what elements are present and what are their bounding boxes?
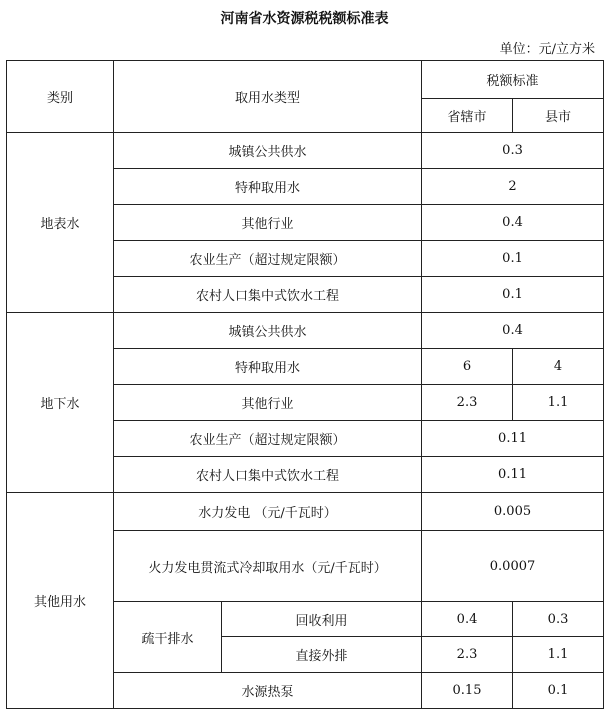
- province-value-cell: 2.3: [422, 385, 513, 421]
- water-type-cell: 水源热泵: [114, 673, 422, 709]
- tax-value-cell: 0.4: [422, 205, 604, 241]
- tax-value-cell: 0.005: [422, 493, 604, 531]
- water-type-cell: 城镇公共供水: [114, 313, 422, 349]
- header-category: 类别: [7, 61, 114, 133]
- header-tax-standard: 税额标准: [422, 61, 604, 99]
- county-value-cell: 0.1: [513, 673, 604, 709]
- tax-value-cell: 0.0007: [422, 531, 604, 602]
- province-value-cell: 6: [422, 349, 513, 385]
- table-row: [7, 61, 604, 99]
- table-row: [7, 133, 604, 169]
- tax-value-cell: 0.1: [422, 277, 604, 313]
- water-type-cell: 回收利用: [222, 602, 422, 637]
- category-surface-water: 地表水: [7, 133, 114, 313]
- water-type-cell: 其他行业: [114, 205, 422, 241]
- province-value-cell: 0.4: [422, 602, 513, 637]
- county-value-cell: 1.1: [513, 637, 604, 673]
- water-type-cell: 特种取用水: [114, 349, 422, 385]
- water-type-cell: 特种取用水: [114, 169, 422, 205]
- tax-standard-table: [6, 60, 604, 709]
- table-row: [7, 313, 604, 349]
- water-type-cell: 火力发电贯流式冷却取用水（元/千瓦时）: [114, 531, 422, 602]
- county-value-cell: 0.3: [513, 602, 604, 637]
- water-type-cell: 农村人口集中式饮水工程: [114, 277, 422, 313]
- water-type-cell: 城镇公共供水: [114, 133, 422, 169]
- water-type-cell: 农村人口集中式饮水工程: [114, 457, 422, 493]
- tax-value-cell: 0.11: [422, 421, 604, 457]
- drainage-group-cell: 疏干排水: [114, 602, 222, 673]
- tax-value-cell: 0.1: [422, 241, 604, 277]
- county-value-cell: 4: [513, 349, 604, 385]
- page-title: 河南省水资源税税额标准表: [220, 11, 389, 27]
- category-other-water: 其他用水: [7, 493, 114, 709]
- header-county-city: 县市: [513, 99, 604, 133]
- water-type-cell: 农业生产（超过规定限额）: [114, 241, 422, 277]
- water-type-cell: 水力发电 （元/千瓦时）: [114, 493, 422, 531]
- water-type-cell: 农业生产（超过规定限额）: [114, 421, 422, 457]
- province-value-cell: 2.3: [422, 637, 513, 673]
- water-type-cell: 直接外排: [222, 637, 422, 673]
- tax-value-cell: 0.3: [422, 133, 604, 169]
- header-province-city: 省辖市: [422, 99, 513, 133]
- water-type-cell: 其他行业: [114, 385, 422, 421]
- province-value-cell: 0.15: [422, 673, 513, 709]
- tax-value-cell: 2: [422, 169, 604, 205]
- table-row: [7, 493, 604, 531]
- unit-label: 单位：元/立方米: [499, 42, 595, 57]
- tax-value-cell: 0.11: [422, 457, 604, 493]
- tax-value-cell: 0.4: [422, 313, 604, 349]
- county-value-cell: 1.1: [513, 385, 604, 421]
- category-ground-water: 地下水: [7, 313, 114, 493]
- header-water-type: 取用水类型: [114, 61, 422, 133]
